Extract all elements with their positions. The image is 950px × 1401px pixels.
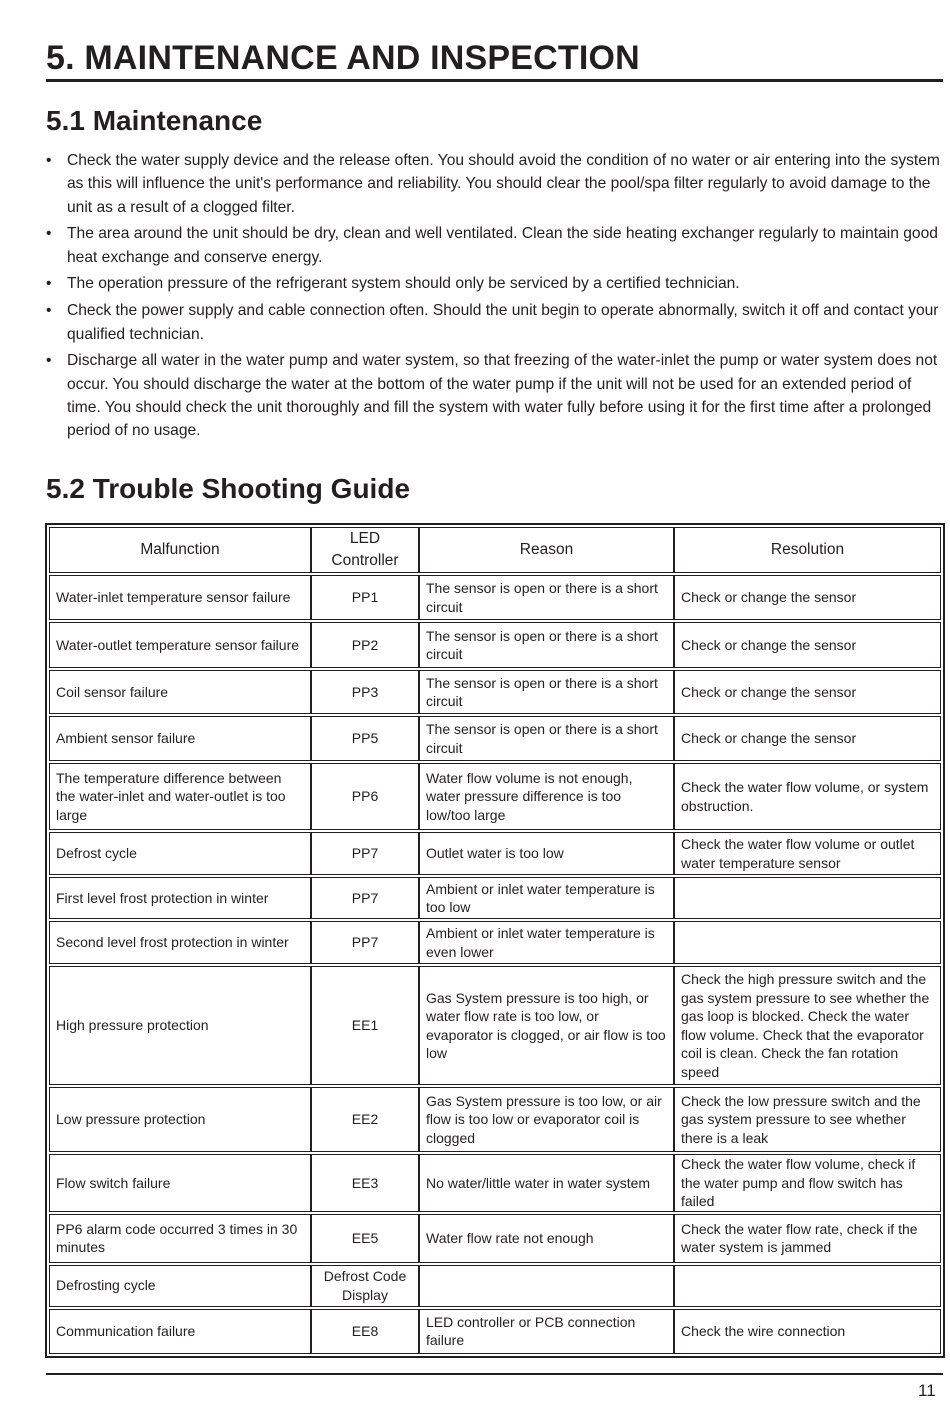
table-row (49, 670, 941, 714)
maintenance-item-text: Check the power supply and cable connection often. Should the unit begin to operate abnormally, switch it off and contact your qualified technician. (67, 302, 939, 343)
cell-malfunction: Communication failure (49, 1309, 311, 1354)
header-resolution: Resolution (674, 527, 941, 573)
header-reason: Reason (419, 527, 674, 573)
cell-resolution (674, 1265, 941, 1307)
table-row (49, 832, 941, 875)
cell-reason: Water flow volume is not enough, water pressure difference is too low/too large (419, 763, 674, 830)
cell-resolution: Check or change the sensor (674, 716, 941, 761)
cell-reason: The sensor is open or there is a short circuit (419, 716, 674, 761)
maintenance-list (46, 149, 944, 446)
cell-reason: Water flow rate not enough (419, 1214, 674, 1263)
cell-resolution: Check the wire connection (674, 1309, 941, 1354)
cell-resolution: Check or change the sensor (674, 575, 941, 620)
bullet-icon: • (46, 225, 52, 243)
cell-led-code: EE2 (311, 1087, 419, 1152)
cell-resolution: Check the water flow volume or outlet water temperature sensor (674, 832, 941, 875)
cell-reason (419, 1265, 674, 1307)
maintenance-item-text: The operation pressure of the refrigerant system should only be serviced by a certified technician. (67, 275, 740, 293)
footer-rule (46, 1373, 943, 1375)
bullet-icon: • (46, 152, 52, 169)
table-row (49, 966, 941, 1085)
cell-led-code: PP3 (311, 670, 419, 714)
cell-led-code: PP5 (311, 716, 419, 761)
table-row (49, 921, 941, 964)
cell-resolution (674, 877, 941, 919)
cell-reason: Outlet water is too low (419, 832, 674, 875)
maintenance-item-text: Discharge all water in the water pump and water system, so that freezing of the water-inlet the pump or water system does not occur. You should discharge the water at the bottom of the water pump if the unit will not be used for an extended period of time. You should check the unit thoroughly and fill the system with water fully before using it for the first time after a prolonged period of no usage. (67, 352, 938, 440)
table-header-row (49, 527, 941, 573)
cell-resolution: Check or change the sensor (674, 622, 941, 668)
cell-led-code: EE8 (311, 1309, 419, 1354)
cell-reason: LED controller or PCB connection failure (419, 1309, 674, 1354)
table-body (49, 573, 941, 1354)
cell-reason: The sensor is open or there is a short circuit (419, 575, 674, 620)
cell-resolution: Check the water flow volume, check if the water pump and flow switch has failed (674, 1154, 941, 1212)
troubleshooting-table (49, 527, 941, 1354)
cell-led-code: PP7 (311, 832, 419, 875)
cell-malfunction: Defrosting cycle (49, 1265, 311, 1307)
cell-led-code: PP7 (311, 921, 419, 964)
table-row (49, 622, 941, 668)
cell-reason: Gas System pressure is too high, or water flow rate is too low, or evaporator is clogged, or air flow is too low (419, 966, 674, 1085)
cell-malfunction: First level frost protection in winter (49, 877, 311, 919)
maintenance-item (46, 349, 944, 442)
cell-led-code: PP7 (311, 877, 419, 919)
cell-resolution: Check the low pressure switch and the gas system pressure to see whether there is a leak (674, 1087, 941, 1152)
maintenance-item-text: Check the water supply device and the release often. You should avoid the condition of no water or air entering into the system as this will influence the unit's performance and reliability. You should clear the pool/spa filter regularly to avoid damage to the unit as a result of a clogged filter. (67, 152, 940, 216)
cell-malfunction: Coil sensor failure (49, 670, 311, 714)
cell-led-code: PP6 (311, 763, 419, 830)
page-number: 11 (918, 1381, 936, 1400)
cell-led-code: EE3 (311, 1154, 419, 1212)
table-row (49, 716, 941, 761)
table-row (49, 1265, 941, 1307)
cell-reason: Gas System pressure is too low, or air flow is too low or evaporator coil is clogged (419, 1087, 674, 1152)
cell-resolution (674, 921, 941, 964)
cell-malfunction: Water-outlet temperature sensor failure (49, 622, 311, 668)
cell-reason: The sensor is open or there is a short circuit (419, 622, 674, 668)
cell-malfunction: High pressure protection (49, 966, 311, 1085)
cell-malfunction: Low pressure protection (49, 1087, 311, 1152)
cell-led-code: EE1 (311, 966, 419, 1085)
maintenance-title: 5.1 Maintenance (46, 105, 263, 136)
maintenance-item (46, 272, 944, 295)
cell-malfunction: Ambient sensor failure (49, 716, 311, 761)
maintenance-item (46, 222, 944, 269)
cell-resolution: Check the water flow volume, or system obstruction. (674, 763, 941, 830)
maintenance-item (46, 149, 944, 219)
cell-led-code: EE5 (311, 1214, 419, 1263)
page-heading: 5. MAINTENANCE AND INSPECTION (46, 39, 640, 77)
table-row (49, 575, 941, 620)
cell-reason: No water/little water in water system (419, 1154, 674, 1212)
troubleshooting-table-frame (45, 523, 945, 1358)
header-led-controller: LED Controller (311, 527, 419, 573)
cell-malfunction: PP6 alarm code occurred 3 times in 30 minutes (49, 1214, 311, 1263)
maintenance-item-text: The area around the unit should be dry, clean and well ventilated. Clean the side heating exchanger regularly to maintain good heat exchange and conserve energy. (67, 225, 938, 266)
cell-reason: Ambient or inlet water temperature is even lower (419, 921, 674, 964)
heading-rule (46, 79, 943, 82)
cell-reason: Ambient or inlet water temperature is too low (419, 877, 674, 919)
bullet-icon: • (46, 275, 52, 293)
cell-malfunction: Second level frost protection in winter (49, 921, 311, 964)
table-row (49, 1154, 941, 1212)
cell-malfunction: The temperature difference between the water-inlet and water-outlet is too large (49, 763, 311, 830)
cell-malfunction: Water-inlet temperature sensor failure (49, 575, 311, 620)
cell-led-code: Defrost Code Display (311, 1265, 419, 1307)
bullet-icon: • (46, 352, 52, 370)
troubleshooting-title: 5.2 Trouble Shooting Guide (46, 473, 411, 504)
cell-reason: The sensor is open or there is a short circuit (419, 670, 674, 714)
table-row (49, 877, 941, 919)
bullet-icon: • (46, 302, 52, 320)
cell-malfunction: Defrost cycle (49, 832, 311, 875)
table-row (49, 1309, 941, 1354)
cell-resolution: Check the water flow rate, check if the water system is jammed (674, 1214, 941, 1263)
table-row (49, 1214, 941, 1263)
table-row (49, 1087, 941, 1152)
cell-resolution: Check the high pressure switch and the gas system pressure to see whether the gas loop is blocked. Check the water flow volume. Check that the evaporator coil is clean. Check the fan rotation speed (674, 966, 941, 1085)
cell-led-code: PP1 (311, 575, 419, 620)
cell-malfunction: Flow switch failure (49, 1154, 311, 1212)
cell-resolution: Check or change the sensor (674, 670, 941, 714)
table-row (49, 763, 941, 830)
maintenance-item (46, 299, 944, 346)
header-malfunction: Malfunction (49, 527, 311, 573)
cell-led-code: PP2 (311, 622, 419, 668)
